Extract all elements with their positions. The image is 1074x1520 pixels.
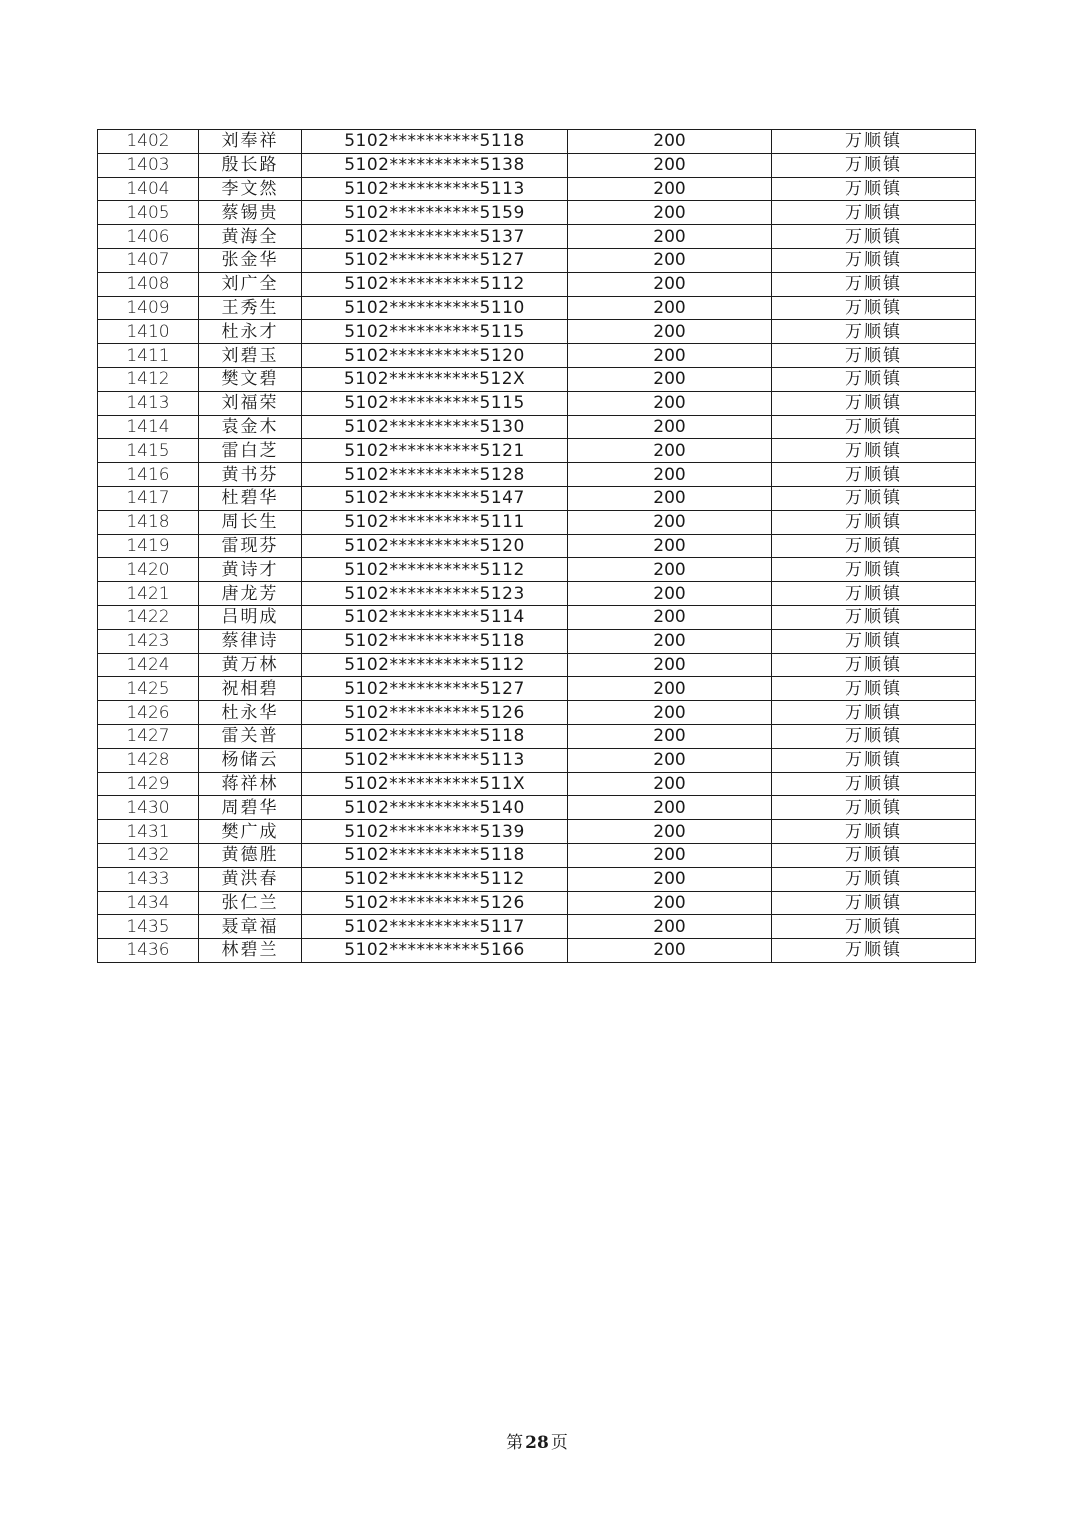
id-code-cell: 5102**********5166: [302, 939, 568, 963]
id-code-cell: 5102**********5111: [302, 510, 568, 534]
amount-cell: 200: [568, 677, 772, 701]
row-id-cell: 1411: [98, 344, 199, 368]
amount-cell: 200: [568, 344, 772, 368]
row-id-cell: 1434: [98, 891, 199, 915]
table-row: [98, 891, 976, 915]
amount-cell: 200: [568, 486, 772, 510]
town-cell: 万顺镇: [772, 248, 976, 272]
amount-cell: 200: [568, 748, 772, 772]
amount-cell: 200: [568, 843, 772, 867]
name-cell: 蒋祥林: [199, 772, 302, 796]
town-cell: 万顺镇: [772, 748, 976, 772]
id-code-cell: 5102**********5140: [302, 796, 568, 820]
table-row: [98, 320, 976, 344]
town-cell: 万顺镇: [772, 153, 976, 177]
amount-cell: 200: [568, 367, 772, 391]
table-row: [98, 463, 976, 487]
row-id-cell: 1432: [98, 843, 199, 867]
row-id-cell: 1409: [98, 296, 199, 320]
town-cell: 万顺镇: [772, 391, 976, 415]
table-row: [98, 724, 976, 748]
town-cell: 万顺镇: [772, 724, 976, 748]
table-row: [98, 939, 976, 963]
name-cell: 黄德胜: [199, 843, 302, 867]
id-code-cell: 5102**********5112: [302, 558, 568, 582]
row-id-cell: 1404: [98, 177, 199, 201]
amount-cell: 200: [568, 272, 772, 296]
town-cell: 万顺镇: [772, 367, 976, 391]
town-cell: 万顺镇: [772, 320, 976, 344]
amount-cell: 200: [568, 130, 772, 154]
name-cell: 唐龙芳: [199, 582, 302, 606]
amount-cell: 200: [568, 867, 772, 891]
name-cell: 雷关普: [199, 724, 302, 748]
table-row: [98, 582, 976, 606]
table-row: [98, 605, 976, 629]
table-row: [98, 629, 976, 653]
id-code-cell: 5102**********5118: [302, 629, 568, 653]
id-code-cell: 5102**********5130: [302, 415, 568, 439]
table-row: [98, 653, 976, 677]
table-row: [98, 296, 976, 320]
name-cell: 吕明成: [199, 605, 302, 629]
id-code-cell: 5102**********5137: [302, 225, 568, 249]
id-code-cell: 5102**********5138: [302, 153, 568, 177]
id-code-cell: 5102**********5128: [302, 463, 568, 487]
id-code-cell: 5102**********5123: [302, 582, 568, 606]
name-cell: 樊广成: [199, 820, 302, 844]
id-code-cell: 5102**********5110: [302, 296, 568, 320]
town-cell: 万顺镇: [772, 201, 976, 225]
amount-cell: 200: [568, 248, 772, 272]
id-code-cell: 5102**********5114: [302, 605, 568, 629]
town-cell: 万顺镇: [772, 701, 976, 725]
amount-cell: 200: [568, 701, 772, 725]
row-id-cell: 1424: [98, 653, 199, 677]
table-row: [98, 701, 976, 725]
amount-cell: 200: [568, 629, 772, 653]
amount-cell: 200: [568, 939, 772, 963]
row-id-cell: 1402: [98, 130, 199, 154]
town-cell: 万顺镇: [772, 534, 976, 558]
town-cell: 万顺镇: [772, 820, 976, 844]
data-table: [97, 129, 976, 963]
name-cell: 杜永华: [199, 701, 302, 725]
id-code-cell: 5102**********5139: [302, 820, 568, 844]
amount-cell: 200: [568, 463, 772, 487]
name-cell: 蔡律诗: [199, 629, 302, 653]
id-code-cell: 5102**********5112: [302, 272, 568, 296]
table-row: [98, 510, 976, 534]
name-cell: 蔡锡贵: [199, 201, 302, 225]
amount-cell: 200: [568, 891, 772, 915]
row-id-cell: 1403: [98, 153, 199, 177]
row-id-cell: 1418: [98, 510, 199, 534]
name-cell: 祝相碧: [199, 677, 302, 701]
id-code-cell: 5102**********5115: [302, 320, 568, 344]
amount-cell: 200: [568, 510, 772, 534]
row-id-cell: 1416: [98, 463, 199, 487]
name-cell: 雷白芝: [199, 439, 302, 463]
row-id-cell: 1427: [98, 724, 199, 748]
table-row: [98, 843, 976, 867]
amount-cell: 200: [568, 915, 772, 939]
name-cell: 张仁兰: [199, 891, 302, 915]
amount-cell: 200: [568, 225, 772, 249]
amount-cell: 200: [568, 201, 772, 225]
town-cell: 万顺镇: [772, 510, 976, 534]
table-row: [98, 177, 976, 201]
town-cell: 万顺镇: [772, 272, 976, 296]
name-cell: 周碧华: [199, 796, 302, 820]
id-code-cell: 5102**********5120: [302, 534, 568, 558]
table-row: [98, 367, 976, 391]
name-cell: 王秀生: [199, 296, 302, 320]
name-cell: 刘广全: [199, 272, 302, 296]
name-cell: 袁金木: [199, 415, 302, 439]
row-id-cell: 1414: [98, 415, 199, 439]
table-row: [98, 130, 976, 154]
name-cell: 樊文碧: [199, 367, 302, 391]
table-row: [98, 796, 976, 820]
id-code-cell: 5102**********5112: [302, 867, 568, 891]
row-id-cell: 1425: [98, 677, 199, 701]
amount-cell: 200: [568, 582, 772, 606]
town-cell: 万顺镇: [772, 296, 976, 320]
table-body: [98, 130, 976, 963]
table-row: [98, 534, 976, 558]
id-code-cell: 5102**********5118: [302, 130, 568, 154]
row-id-cell: 1405: [98, 201, 199, 225]
table-row: [98, 677, 976, 701]
page-footer-prefix: 第: [506, 1433, 524, 1453]
table-row: [98, 272, 976, 296]
row-id-cell: 1423: [98, 629, 199, 653]
table-row: [98, 439, 976, 463]
id-code-cell: 5102**********5113: [302, 177, 568, 201]
id-code-cell: 5102**********5112: [302, 653, 568, 677]
amount-cell: 200: [568, 320, 772, 344]
id-code-cell: 5102**********5113: [302, 748, 568, 772]
name-cell: 杜碧华: [199, 486, 302, 510]
row-id-cell: 1408: [98, 272, 199, 296]
name-cell: 刘福荣: [199, 391, 302, 415]
name-cell: 黄万林: [199, 653, 302, 677]
table-row: [98, 153, 976, 177]
amount-cell: 200: [568, 534, 772, 558]
name-cell: 黄海全: [199, 225, 302, 249]
row-id-cell: 1422: [98, 605, 199, 629]
amount-cell: 200: [568, 439, 772, 463]
row-id-cell: 1412: [98, 367, 199, 391]
page-number: 28: [525, 1433, 549, 1453]
table-row: [98, 225, 976, 249]
id-code-cell: 5102**********511X: [302, 772, 568, 796]
town-cell: 万顺镇: [772, 939, 976, 963]
table-row: [98, 486, 976, 510]
amount-cell: 200: [568, 296, 772, 320]
table-row: [98, 201, 976, 225]
table-row: [98, 248, 976, 272]
town-cell: 万顺镇: [772, 130, 976, 154]
id-code-cell: 5102**********5126: [302, 701, 568, 725]
id-code-cell: 5102**********5115: [302, 391, 568, 415]
row-id-cell: 1419: [98, 534, 199, 558]
name-cell: 李文然: [199, 177, 302, 201]
row-id-cell: 1415: [98, 439, 199, 463]
amount-cell: 200: [568, 391, 772, 415]
town-cell: 万顺镇: [772, 486, 976, 510]
amount-cell: 200: [568, 724, 772, 748]
town-cell: 万顺镇: [772, 796, 976, 820]
town-cell: 万顺镇: [772, 653, 976, 677]
name-cell: 杨储云: [199, 748, 302, 772]
name-cell: 殷长路: [199, 153, 302, 177]
name-cell: 刘奉祥: [199, 130, 302, 154]
amount-cell: 200: [568, 153, 772, 177]
name-cell: 黄诗才: [199, 558, 302, 582]
town-cell: 万顺镇: [772, 439, 976, 463]
town-cell: 万顺镇: [772, 915, 976, 939]
name-cell: 张金华: [199, 248, 302, 272]
row-id-cell: 1436: [98, 939, 199, 963]
row-id-cell: 1435: [98, 915, 199, 939]
town-cell: 万顺镇: [772, 843, 976, 867]
table-row: [98, 558, 976, 582]
id-code-cell: 5102**********5127: [302, 248, 568, 272]
id-code-cell: 5102**********5118: [302, 843, 568, 867]
table-row: [98, 915, 976, 939]
row-id-cell: 1428: [98, 748, 199, 772]
town-cell: 万顺镇: [772, 605, 976, 629]
name-cell: 周长生: [199, 510, 302, 534]
town-cell: 万顺镇: [772, 344, 976, 368]
name-cell: 林碧兰: [199, 939, 302, 963]
town-cell: 万顺镇: [772, 629, 976, 653]
table-row: [98, 748, 976, 772]
id-code-cell: 5102**********512X: [302, 367, 568, 391]
row-id-cell: 1420: [98, 558, 199, 582]
town-cell: 万顺镇: [772, 677, 976, 701]
id-code-cell: 5102**********5147: [302, 486, 568, 510]
amount-cell: 200: [568, 796, 772, 820]
id-code-cell: 5102**********5117: [302, 915, 568, 939]
town-cell: 万顺镇: [772, 867, 976, 891]
table-row: [98, 344, 976, 368]
name-cell: 雷现芬: [199, 534, 302, 558]
amount-cell: 200: [568, 820, 772, 844]
town-cell: 万顺镇: [772, 772, 976, 796]
town-cell: 万顺镇: [772, 558, 976, 582]
row-id-cell: 1406: [98, 225, 199, 249]
town-cell: 万顺镇: [772, 582, 976, 606]
row-id-cell: 1426: [98, 701, 199, 725]
amount-cell: 200: [568, 558, 772, 582]
amount-cell: 200: [568, 415, 772, 439]
id-code-cell: 5102**********5120: [302, 344, 568, 368]
table-row: [98, 415, 976, 439]
id-code-cell: 5102**********5121: [302, 439, 568, 463]
amount-cell: 200: [568, 653, 772, 677]
page-footer-suffix: 页: [550, 1433, 568, 1453]
row-id-cell: 1413: [98, 391, 199, 415]
id-code-cell: 5102**********5118: [302, 724, 568, 748]
name-cell: 杜永才: [199, 320, 302, 344]
town-cell: 万顺镇: [772, 415, 976, 439]
town-cell: 万顺镇: [772, 463, 976, 487]
row-id-cell: 1433: [98, 867, 199, 891]
town-cell: 万顺镇: [772, 177, 976, 201]
amount-cell: 200: [568, 772, 772, 796]
table-row: [98, 820, 976, 844]
row-id-cell: 1430: [98, 796, 199, 820]
amount-cell: 200: [568, 605, 772, 629]
amount-cell: 200: [568, 177, 772, 201]
name-cell: 黄书芬: [199, 463, 302, 487]
town-cell: 万顺镇: [772, 225, 976, 249]
table-row: [98, 772, 976, 796]
row-id-cell: 1417: [98, 486, 199, 510]
id-code-cell: 5102**********5127: [302, 677, 568, 701]
name-cell: 刘碧玉: [199, 344, 302, 368]
row-id-cell: 1407: [98, 248, 199, 272]
name-cell: 黄洪春: [199, 867, 302, 891]
row-id-cell: 1410: [98, 320, 199, 344]
row-id-cell: 1421: [98, 582, 199, 606]
table-row: [98, 867, 976, 891]
row-id-cell: 1429: [98, 772, 199, 796]
page-footer: [0, 1428, 1074, 1453]
name-cell: 聂章福: [199, 915, 302, 939]
town-cell: 万顺镇: [772, 891, 976, 915]
id-code-cell: 5102**********5126: [302, 891, 568, 915]
row-id-cell: 1431: [98, 820, 199, 844]
id-code-cell: 5102**********5159: [302, 201, 568, 225]
table-row: [98, 391, 976, 415]
